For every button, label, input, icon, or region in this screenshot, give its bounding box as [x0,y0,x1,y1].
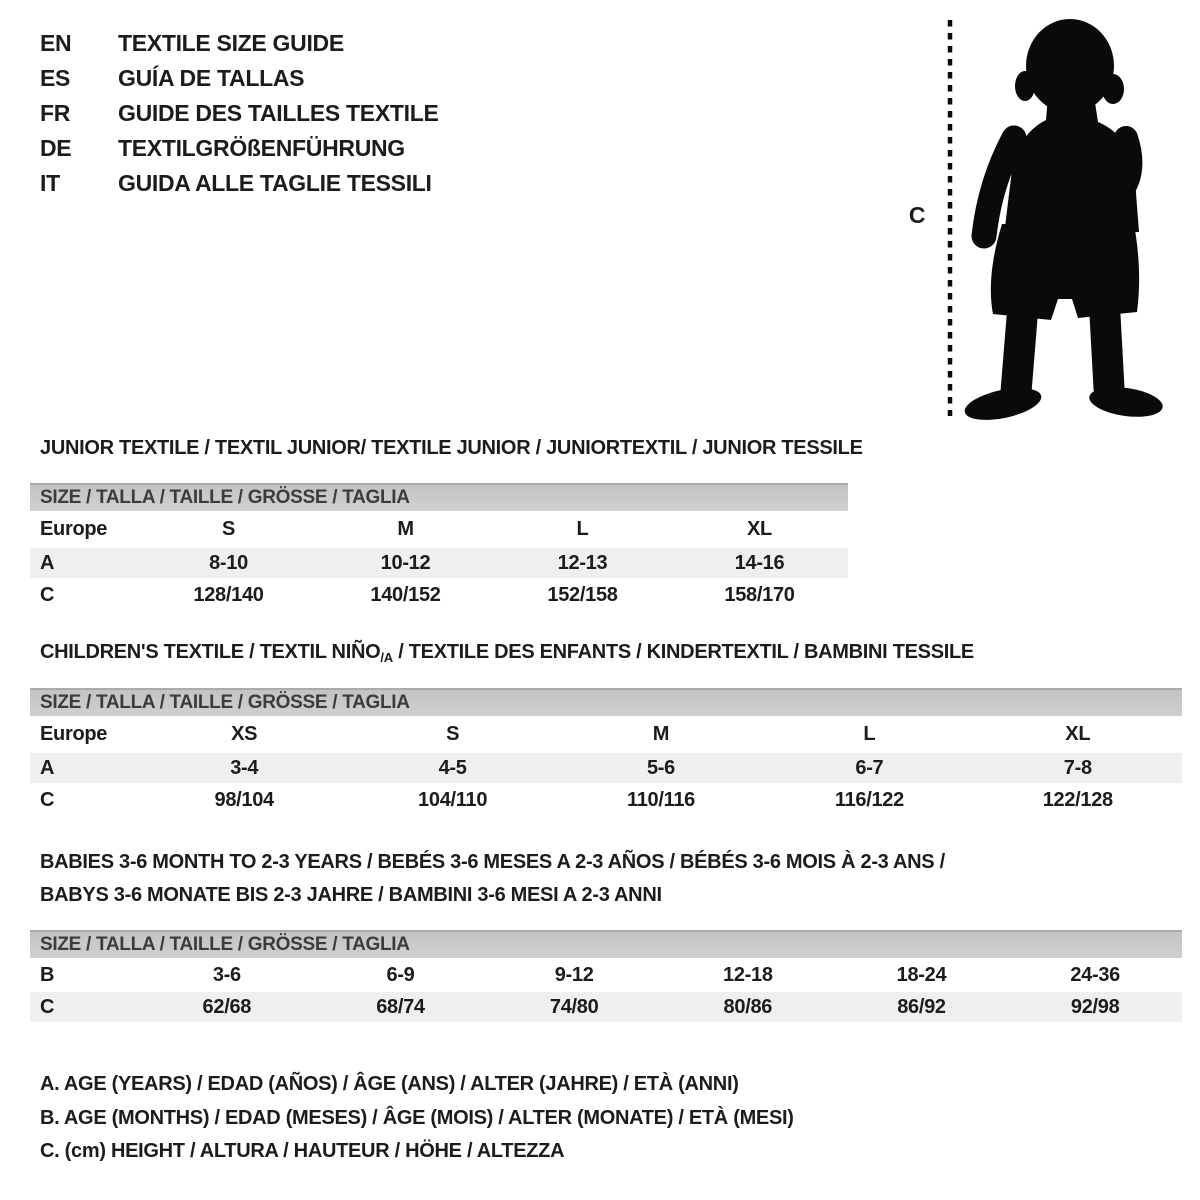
value-cell: 62/68 [202,995,252,1018]
title-part: JUNIOR TEXTILE / TEXTIL JUNIOR/ TEXTILE JUNIOR / JUNIORTEXTIL / JUNIOR TESSILE [40,437,863,459]
value-cell: 92/98 [1070,995,1120,1018]
size-header-cell: S [221,518,236,540]
table-header-row [30,513,848,546]
language-code: DE [40,135,72,161]
row-label-cell: C [40,788,55,811]
size-header-bar: SIZE / TALLA / TAILLE / GRÖSSE / TAGLIA [30,930,1182,958]
language-row [40,61,439,96]
value-cell: 140/152 [370,583,441,606]
legend-line: B. AGE (MONTHS) / EDAD (MESES) / ÂGE (MOIS) / ALTER (MONATE) / ETÀ (MESI) [40,1106,794,1129]
row-label-cell: B [40,963,55,986]
size-figure [900,0,1200,440]
legend-line: C. (cm) HEIGHT / ALTURA / HAUTEUR / HÖHE / ALTEZZA [40,1140,565,1162]
value-cell: 8-10 [209,551,248,574]
size-header-cell: L [576,518,589,540]
value-cell: 110/116 [626,788,695,811]
value-cell: 152/158 [547,583,618,606]
section-title-line [40,432,863,465]
language-code: EN [40,30,72,56]
baby-silhouette-svg [900,0,1200,440]
table-header-row [30,718,1182,751]
value-cell: 116/122 [834,788,904,811]
language-row [40,131,439,166]
value-cell: 3-4 [230,756,259,779]
value-cell: 5-6 [646,756,675,779]
language-row [40,166,439,201]
value-cell: 98/104 [214,788,274,811]
title-part: / TEXTILE DES ENFANTS / KINDERTEXTIL / BAMBINI TESSILE [392,641,974,663]
section-title-junior [40,432,863,465]
section-title-children [40,636,974,674]
size-header-cell: XS [231,723,258,745]
language-row [40,96,439,131]
language-code: ES [40,65,71,91]
value-cell: 6-7 [855,756,884,779]
value-cell: 128/140 [193,583,264,606]
section-title-line [40,636,974,674]
title-part: BABIES 3-6 MONTH TO 2-3 YEARS / BEBÉS 3-6 MESES A 2-3 AÑOS / BÉBÉS 3-6 MOIS À 2-3 ANS / [40,851,945,873]
language-title: GUIDE DES TAILLES TEXTILE [118,100,439,126]
table-row [30,753,1182,783]
size-table-children [30,688,1182,815]
row-label-cell: C [40,583,55,606]
table-row [30,785,1182,815]
legend-line: A. AGE (YEARS) / EDAD (AÑOS) / ÂGE (ANS) / ALTER (JAHRE) / ETÀ (ANNI) [40,1073,739,1095]
table-row [30,580,848,610]
size-table-junior [30,483,848,610]
language-code: FR [40,100,71,126]
value-cell: 68/74 [376,995,425,1018]
value-cell: 6-9 [386,963,415,986]
height-measure-label: C [908,202,926,228]
size-header-cell: M [397,518,414,540]
language-title: TEXTILGRÖßENFÜHRUNG [118,135,405,161]
language-list [40,26,439,201]
value-cell: 86/92 [897,995,946,1018]
language-code: IT [40,170,60,196]
size-table-babies [30,930,1182,1022]
value-cell: 12-18 [723,963,773,986]
value-cell: 24-36 [1070,963,1120,986]
size-header-cell: S [446,723,460,745]
language-title: TEXTILE SIZE GUIDE [118,30,344,56]
value-cell: 18-24 [896,963,947,986]
table-row [30,548,848,578]
value-cell: 122/128 [1042,788,1113,811]
title-part: CHILDREN'S TEXTILE / TEXTIL NIÑO [40,641,381,663]
size-header-cell: L [863,723,876,745]
value-cell: 7-8 [1063,756,1092,779]
value-cell: 74/80 [549,995,599,1018]
value-cell: 12-13 [557,551,608,574]
size-header-cell: XL [1065,723,1091,745]
size-header-bar: SIZE / TALLA / TAILLE / GRÖSSE / TAGLIA [30,483,848,511]
region-header-cell: Europe [40,723,108,745]
row-label-cell: A [40,756,55,779]
size-header-cell: M [652,723,670,745]
language-title: GUIDA ALLE TAGLIE TESSILI [118,170,432,196]
size-header-cell: XL [747,518,772,540]
section-title-line [40,879,945,912]
value-cell: 104/110 [418,788,488,811]
value-cell: 9-12 [554,963,594,986]
value-cell: 3-6 [212,963,241,986]
section-title-babies [40,846,945,912]
region-header-cell: Europe [40,518,108,540]
row-label-cell: C [40,995,55,1018]
value-cell: 10-12 [380,551,431,574]
table-row [30,992,1182,1022]
legend [40,1068,794,1169]
value-cell: 80/86 [723,995,773,1018]
row-label-cell: A [40,551,55,574]
baby-silhouette [962,19,1165,426]
title-part: /A [380,650,393,665]
value-cell: 4-5 [438,756,467,779]
value-cell: 158/170 [724,583,795,606]
language-row [40,26,439,61]
title-part: BABYS 3-6 MONATE BIS 2-3 JAHRE / BAMBINI 3-6 MESI A 2-3 ANNI [40,884,662,906]
size-header-bar: SIZE / TALLA / TAILLE / GRÖSSE / TAGLIA [30,688,1182,716]
value-cell: 14-16 [734,551,785,574]
section-title-line [40,846,945,879]
table-row [30,960,1182,990]
language-title: GUÍA DE TALLAS [118,65,305,91]
